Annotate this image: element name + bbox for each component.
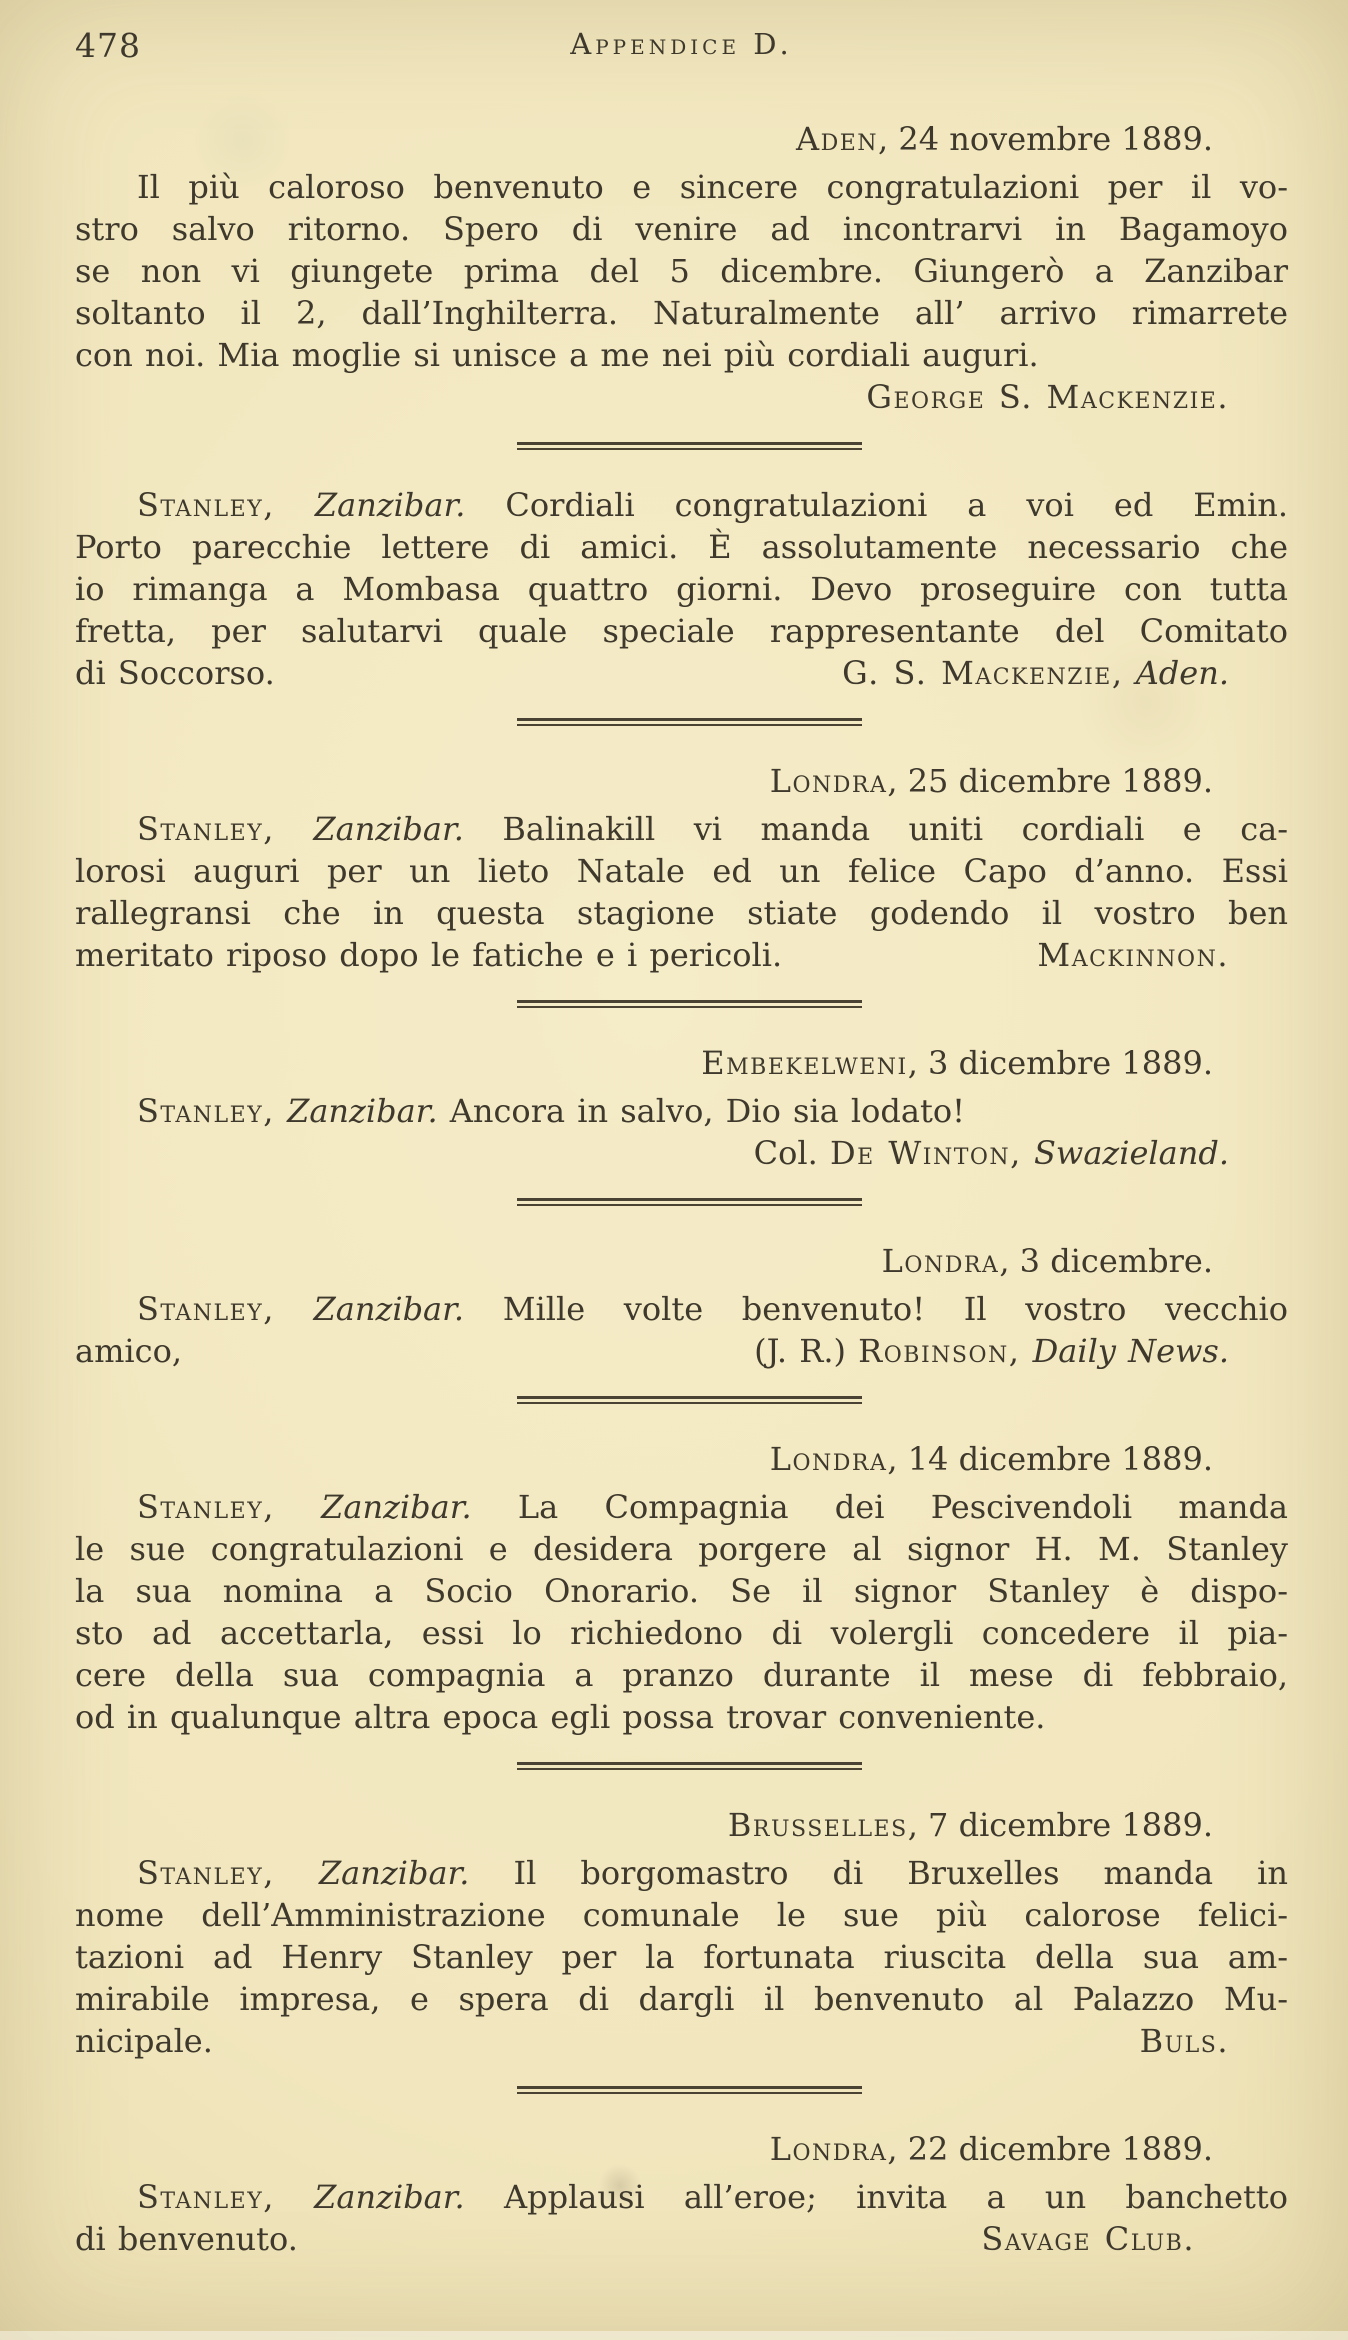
text-line xyxy=(75,850,1288,892)
text-segment: La Compagnia dei Pescivendoli manda xyxy=(471,1488,1289,1526)
line-left xyxy=(75,652,275,694)
text-segment: Buls. xyxy=(1139,2022,1229,2060)
text-segment: lorosi auguri per un lieto Natale ed un felice Capo d’anno. Essi xyxy=(75,852,1288,890)
text-segment: la sua nomina a Socio Onorario. Se il signor Stanley è dispo- xyxy=(75,1572,1288,1610)
line-left xyxy=(75,934,782,976)
dateline-place: Londra xyxy=(769,762,888,800)
dateline xyxy=(75,1042,1288,1084)
text-segment: De Winton, xyxy=(829,1134,1022,1172)
section-divider xyxy=(517,718,862,726)
section-divider xyxy=(517,1198,862,1206)
text-line xyxy=(75,2176,1288,2218)
dateline-date: , 14 dicembre 1889. xyxy=(887,1440,1213,1478)
text-line xyxy=(75,208,1288,250)
text-segment: amico, xyxy=(75,1332,183,1370)
text-segment: Stanley, xyxy=(137,1488,275,1526)
text-segment: Zanzibar. xyxy=(274,1854,470,1892)
dateline xyxy=(75,2128,1288,2170)
text-line xyxy=(75,484,1288,526)
page-number: 478 xyxy=(75,26,141,65)
telegrams-list xyxy=(75,118,1288,2260)
telegram xyxy=(75,484,1288,694)
line-left xyxy=(75,2218,298,2260)
dateline-place: Aden xyxy=(795,120,879,158)
section-divider xyxy=(517,442,862,450)
text-line xyxy=(75,334,1288,376)
text-segment: Cordiali congratulazioni a voi ed Emin. xyxy=(465,486,1289,524)
telegram xyxy=(75,1804,1288,2062)
text-segment: Aden. xyxy=(1123,654,1229,692)
signature xyxy=(1037,934,1229,976)
text-segment: Mackinnon. xyxy=(1037,936,1229,974)
text-segment: Porto parecchie lettere di amici. È assolutamente necessario che xyxy=(75,528,1288,566)
text-line xyxy=(75,1852,1288,1894)
text-line xyxy=(75,1936,1288,1978)
text-segment: meritato riposo dopo le fatiche e i pericoli. xyxy=(75,936,783,974)
telegram xyxy=(75,1438,1288,1738)
dateline-date: , 3 dicembre. xyxy=(999,1242,1213,1280)
text-segment: Zanzibar. xyxy=(274,2178,465,2216)
text-segment: Zanzibar. xyxy=(274,486,466,524)
text-segment: Stanley, xyxy=(137,1854,275,1892)
text-line xyxy=(75,250,1288,292)
text-segment: le sue congratulazioni e desidera porgere al signor H. M. Stanley xyxy=(75,1530,1288,1568)
section-divider xyxy=(517,1396,862,1404)
dateline-place: Embekelweni xyxy=(701,1044,908,1082)
text-line xyxy=(75,1330,1288,1372)
running-head: Appendice D. xyxy=(570,27,793,61)
text-segment: Col. xyxy=(753,1134,830,1172)
text-segment: stro salvo ritorno. Spero di venire ad incontrarvi in Bagamoyo xyxy=(75,210,1288,248)
text-segment: Zanzibar. xyxy=(274,1092,438,1130)
dateline xyxy=(75,1804,1288,1846)
text-segment: Ancora in salvo, Dio sia lodato! xyxy=(437,1092,965,1130)
section-divider xyxy=(517,1762,862,1770)
text-line xyxy=(75,568,1288,610)
text-line xyxy=(75,1486,1288,1528)
text-line xyxy=(75,808,1288,850)
line-left xyxy=(75,1330,182,1372)
text-segment: soltanto il 2, dall’Inghilterra. Naturalmente all’ arrivo rimarrete xyxy=(75,294,1288,332)
text-segment: Savage Club. xyxy=(981,2220,1195,2258)
text-segment: Stanley, xyxy=(137,810,275,848)
telegram xyxy=(75,2128,1288,2260)
text-segment: Daily News. xyxy=(1020,1332,1229,1370)
dateline-place: Brusselles xyxy=(727,1806,908,1844)
text-segment: Applausi all’eroe; invita a un banchetto xyxy=(464,2178,1289,2216)
text-segment: Zanzibar. xyxy=(274,1488,472,1526)
text-segment: George S. Mackenzie. xyxy=(866,378,1229,416)
text-line xyxy=(75,1612,1288,1654)
text-line xyxy=(75,292,1288,334)
text-line xyxy=(75,2020,1288,2062)
text-segment: od in qualunque altra epoca egli possa trovar conveniente. xyxy=(75,1698,1046,1736)
text-segment: Il più caloroso benvenuto e sincere congratulazioni per il vo- xyxy=(137,168,1288,206)
text-segment: nicipale. xyxy=(75,2022,213,2060)
section-divider xyxy=(517,1000,862,1008)
text-segment: tazioni ad Henry Stanley per la fortunata riuscita della sua am- xyxy=(75,1938,1288,1976)
signature xyxy=(842,652,1229,694)
text-line xyxy=(75,376,1288,418)
text-segment: Robinson, xyxy=(858,1332,1021,1370)
text-line xyxy=(75,1894,1288,1936)
dateline xyxy=(75,760,1288,802)
text-segment: di Soccorso. xyxy=(75,654,275,692)
telegram xyxy=(75,1240,1288,1372)
text-segment: G. S. Mackenzie, xyxy=(842,654,1124,692)
text-line xyxy=(75,2218,1288,2260)
dateline-place: Londra xyxy=(769,2130,888,2168)
text-segment: fretta, per salutarvi quale speciale rappresentante del Comitato xyxy=(75,612,1288,650)
text-segment: Mille volte benvenuto! Il vostro vecchio xyxy=(464,1290,1289,1328)
dateline xyxy=(75,1240,1288,1282)
text-segment: (J. R.) xyxy=(754,1332,859,1370)
telegram xyxy=(75,118,1288,418)
text-line xyxy=(75,1288,1288,1330)
text-segment: se non vi giungete prima del 5 dicembre. Giungerò a Zanzibar xyxy=(75,252,1288,290)
section-divider xyxy=(517,2086,862,2094)
text-segment: Il borgomastro di Bruxelles manda in xyxy=(469,1854,1289,1892)
signature xyxy=(981,2218,1195,2260)
text-segment: con noi. Mia moglie si unisce a me nei più cordiali auguri. xyxy=(75,336,1039,374)
text-line xyxy=(75,1978,1288,2020)
text-segment: nome dell’Amministrazione comunale le sue più calorose felici- xyxy=(75,1896,1288,1934)
text-line xyxy=(75,166,1288,208)
text-line xyxy=(75,1696,1288,1738)
dateline-place: Londra xyxy=(881,1242,1000,1280)
text-segment: Stanley, xyxy=(137,486,275,524)
telegram xyxy=(75,1042,1288,1174)
page-header xyxy=(75,26,1288,74)
dateline-date: , 25 dicembre 1889. xyxy=(887,762,1213,800)
text-segment: Swazieland. xyxy=(1021,1134,1229,1172)
text-segment: rallegransi che in questa stagione stiate godendo il vostro ben xyxy=(75,894,1288,932)
text-line xyxy=(75,934,1288,976)
dateline xyxy=(75,118,1288,160)
text-segment: Zanzibar. xyxy=(274,1290,465,1328)
text-line xyxy=(75,1654,1288,1696)
text-segment: cere della sua compagnia a pranzo durante il mese di febbraio, xyxy=(75,1656,1288,1694)
text-line xyxy=(75,1570,1288,1612)
text-line xyxy=(75,652,1288,694)
text-segment: sto ad accettarla, essi lo richiedono di volergli concedere il pia- xyxy=(75,1614,1288,1652)
dateline-date: , 7 dicembre 1889. xyxy=(907,1806,1213,1844)
text-segment: Stanley, xyxy=(137,1290,275,1328)
text-segment: Zanzibar. xyxy=(274,810,464,848)
text-line xyxy=(75,1132,1288,1174)
text-line xyxy=(75,1090,1288,1132)
line-left xyxy=(75,2020,213,2062)
text-line xyxy=(75,1528,1288,1570)
dateline xyxy=(75,1438,1288,1480)
text-segment: mirabile impresa, e spera di dargli il benvenuto al Palazzo Mu- xyxy=(75,1980,1288,2018)
text-segment: Stanley, xyxy=(137,1092,275,1130)
telegram xyxy=(75,760,1288,976)
dateline-date: , 3 dicembre 1889. xyxy=(907,1044,1213,1082)
text-segment: di benvenuto. xyxy=(75,2220,298,2258)
text-line xyxy=(75,526,1288,568)
dateline-place: Londra xyxy=(769,1440,888,1478)
text-line xyxy=(75,892,1288,934)
text-line xyxy=(75,610,1288,652)
signature xyxy=(1140,2020,1229,2062)
text-segment: Balinakill vi manda uniti cordiali e ca- xyxy=(463,810,1289,848)
text-segment: io rimanga a Mombasa quattro giorni. Devo proseguire con tutta xyxy=(75,570,1288,608)
dateline-date: , 22 dicembre 1889. xyxy=(887,2130,1213,2168)
dateline-date: , 24 novembre 1889. xyxy=(878,120,1213,158)
text-segment: Stanley, xyxy=(137,2178,275,2216)
signature xyxy=(754,1330,1229,1372)
